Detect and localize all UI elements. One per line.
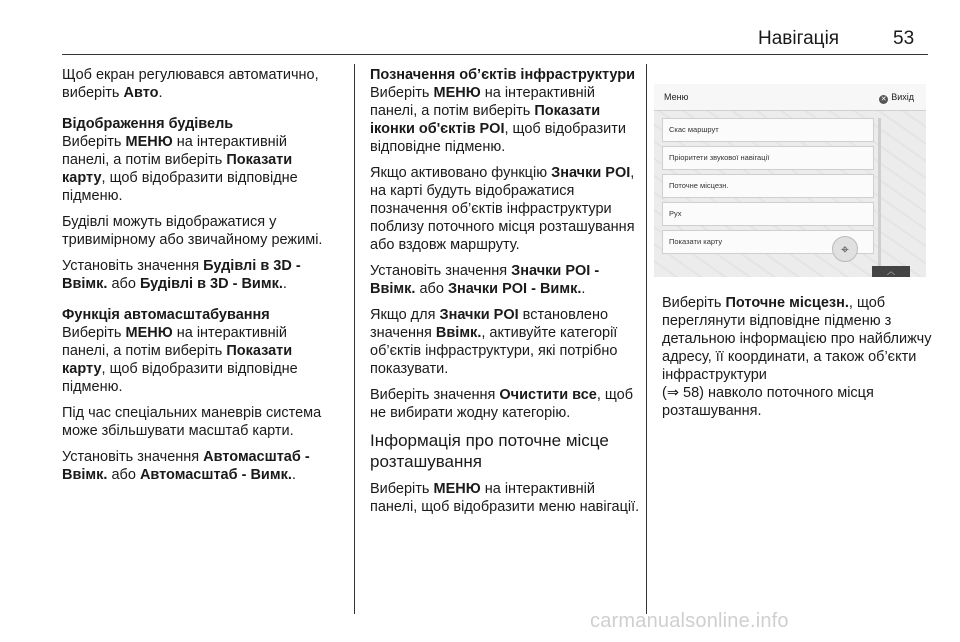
paragraph-current-location: Виберіть Поточне місцезн., щоб переглянути відповідне підменю з детальною інформацією про найближчу адресу, її координати, а також об’єкти інфраструктури (⇒ 58) навколо поточного місця розташування. [662, 295, 932, 419]
exit-button[interactable]: ✕ Вихід [880, 92, 914, 103]
column-divider-2 [646, 64, 647, 614]
paragraph-buildings-modes: Будівлі можуть відображатися у тривимірному або звичайному режимі. [62, 214, 323, 248]
column-3 [662, 294, 934, 428]
paragraph-poi-set: Установіть значення Значки POI - Ввімк. або Значки POI - Вимк.. [370, 263, 600, 297]
menu-top-bar [654, 84, 926, 111]
menu-item-voice-priority[interactable]: Пріоритети звукової навігації [662, 146, 874, 170]
menu-item-cancel-route[interactable]: Скас маршрут [662, 118, 874, 142]
paragraph-location-menu: Виберіть МЕНЮ на інтерактивній панелі, щоб відобразити меню навігації. [370, 481, 640, 515]
paragraph-autozoom-set: Установіть значення Автомасштаб - Ввімк. або Автомасштаб - Вимк.. [62, 449, 310, 483]
page-header-title: Навігація [758, 28, 840, 49]
paragraph-auto: Щоб екран регулювався автоматично, виберіть Авто. [62, 67, 319, 101]
menu-item-show-map[interactable]: Показати карту [662, 230, 874, 254]
column-divider-1 [354, 64, 355, 614]
navigation-menu-screenshot [654, 84, 926, 277]
paragraph-autozoom-desc: Під час спеціальних маневрів система може збільшувати масштаб карти. [62, 405, 322, 439]
watermark: carmanualsonline.info [590, 610, 789, 632]
page-number: 53 [893, 28, 915, 49]
menu-title: Меню [664, 92, 689, 102]
paragraph-autozoom-menu: Виберіть МЕНЮ на інтерактивній панелі, а потім виберіть Показати карту, щоб відобразити відповідне підменю. [62, 325, 298, 395]
heading-current-location: Інформація про поточне місце розташування [370, 431, 609, 471]
column-2 [370, 66, 642, 524]
menu-item-current-location[interactable]: Поточне місцезн. [662, 174, 874, 198]
exit-icon: ✕ [880, 96, 887, 103]
paragraph-poi-categories: Якщо для Значки POI встановлено значення Ввімк., активуйте категорії об’єктів інфраструктури, які потрібно показувати. [370, 307, 618, 377]
header-rule [62, 54, 928, 55]
collapse-chevron-icon[interactable]: ︿ [872, 266, 910, 277]
paragraph-buildings-set: Установіть значення Будівлі в 3D - Ввімк. або Будівлі в 3D - Вимк.. [62, 258, 301, 292]
menu-scrollbar[interactable] [878, 118, 881, 268]
paragraph-poi-active: Якщо активовано функцію Значки POI, на карті будуть відображатися позначення об’єктів інфраструктури поблизу поточного місця розташування або вздовж маршруту. [370, 165, 635, 253]
heading-buildings: Відображення будівель [62, 116, 234, 132]
menu-item-traffic[interactable]: Рух [662, 202, 874, 226]
paragraph-poi-clear: Виберіть значення Очистити все, щоб не вибирати жодну категорію. [370, 387, 634, 421]
heading-autozoom: Функція автомасштабування [62, 307, 270, 323]
paragraph-buildings-menu: Виберіть МЕНЮ на інтерактивній панелі, а потім виберіть Показати карту, щоб відобразити відповідне підменю. [62, 134, 298, 204]
column-1 [62, 66, 334, 492]
locate-position-icon[interactable]: ⌖ [832, 236, 858, 262]
paragraph-poi-menu: Виберіть МЕНЮ на інтерактивній панелі, а потім виберіть Показати іконки об'єктів POI, щоб відобразити відповідне підменю. [370, 85, 626, 155]
heading-poi: Позначення об’єктів інфраструктури [370, 67, 636, 83]
